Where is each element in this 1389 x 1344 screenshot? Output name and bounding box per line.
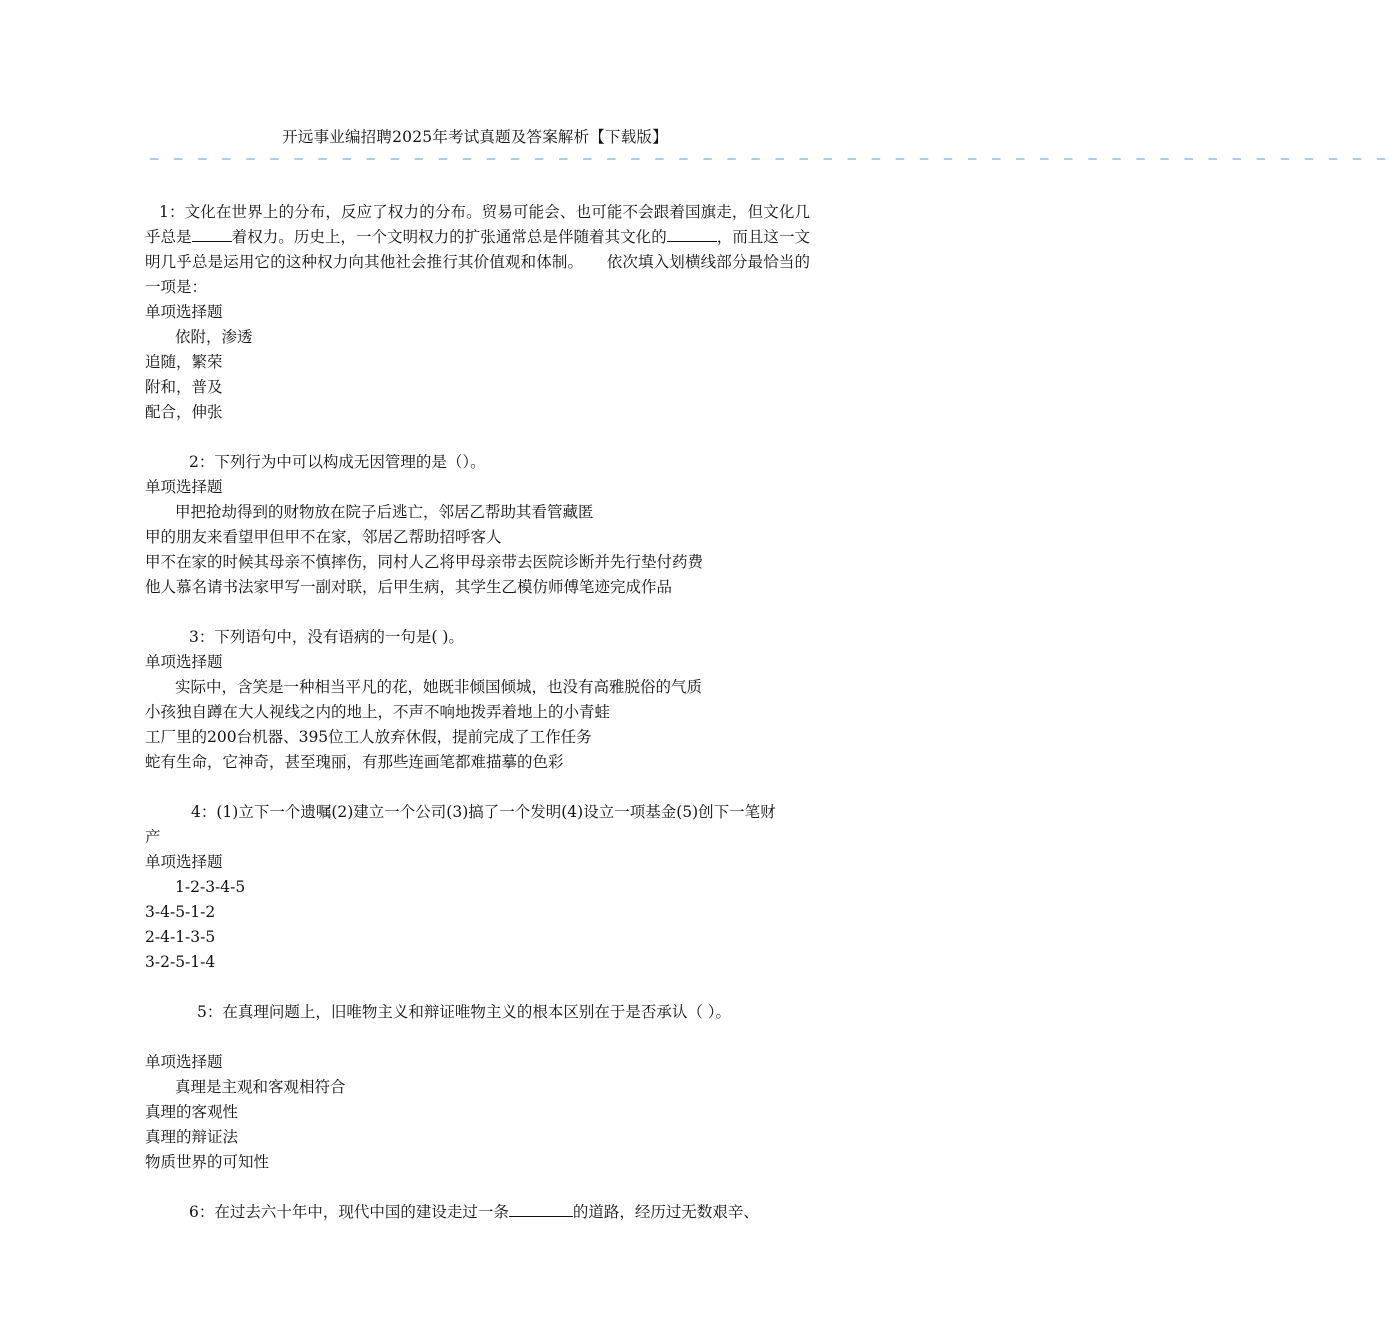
question-3-stem (145, 625, 810, 650)
question-4-type: 单项选择题 (145, 853, 223, 871)
spacer (145, 425, 810, 450)
question-1-option-d: 配合，伸张 (145, 403, 223, 421)
question-2-text: 下列行为中可以构成无因管理的是（）。 (214, 453, 486, 471)
question-3-option-d: 蛇有生命，它神奇，甚至瑰丽，有那些连画笔都难描摹的色彩 (145, 753, 564, 771)
question-2-option-d: 他人慕名请书法家甲写一副对联，后甲生病，其学生乙模仿师傅笔迹完成作品 (145, 578, 673, 596)
question-4-option-a: 1-2-3-4-5 (175, 878, 246, 896)
question-5-option-b: 真理的客观性 (145, 1103, 239, 1121)
question-4-option-b: 3-4-5-1-2 (145, 903, 216, 921)
question-4-text-line2: 产 (145, 828, 161, 846)
spacer (145, 975, 810, 1000)
question-1-option-a: 依附，渗透 (175, 328, 253, 346)
question-1-blank-1 (192, 226, 232, 242)
question-5-text: 在真理问题上，旧唯物主义和辩证唯物主义的根本区别在于是否承认（ ）。 (222, 1003, 732, 1021)
question-6-text-part1: 在过去六十年中，现代中国的建设走过一条 (214, 1203, 509, 1221)
question-6-number: 6： (189, 1203, 215, 1221)
spacer (145, 1025, 810, 1050)
question-1-stem (145, 200, 810, 300)
spacer (145, 1175, 810, 1200)
question-2-option-b: 甲的朋友来看望甲但甲不在家，邻居乙帮助招呼客人 (145, 528, 502, 546)
question-1-number: 1： (159, 203, 185, 221)
title-divider: — — — — — — — — — — — — — — — — — — — — — — — — — — — — — — — — — — — — — — — — — — — — — — — — — — — — (150, 151, 1389, 167)
question-5-type: 单项选择题 (145, 1053, 223, 1071)
question-4-text-line1: (1)立下一个遗嘱(2)建立一个公司(3)搞了一个发明(4)设立一项基金(5)创下一笔财 (216, 803, 776, 821)
question-2-option-c: 甲不在家的时候其母亲不慎摔伤，同村人乙将甲母亲带去医院诊断并先行垫付药费 (145, 553, 704, 571)
question-4-stem (145, 800, 810, 825)
question-2-type: 单项选择题 (145, 478, 223, 496)
question-2-option-a: 甲把抢劫得到的财物放在院子后逃亡，邻居乙帮助其看管藏匿 (175, 503, 594, 521)
question-4-number: 4： (191, 803, 217, 821)
question-1-type: 单项选择题 (145, 303, 223, 321)
question-1-stem-part2: 着权力。历史上，一个文明权力的扩张通常总是伴随着其文化的 (231, 228, 667, 246)
question-1-blank-2 (667, 226, 717, 242)
spacer (145, 775, 810, 800)
question-5-number: 5： (197, 1003, 223, 1021)
question-6-blank (509, 1201, 573, 1217)
question-5-option-c: 真理的辩证法 (145, 1128, 239, 1146)
question-1-option-c: 附和，普及 (145, 378, 223, 396)
spacer (145, 600, 810, 625)
question-1-option-b: 追随，繁荣 (145, 353, 223, 371)
question-3-option-c: 工厂里的200台机器、395位工人放弃休假，提前完成了工作任务 (145, 728, 592, 746)
question-4-option-d: 3-2-5-1-4 (145, 953, 216, 971)
question-6-text-part2: 的道路，经历过无数艰辛、 (572, 1203, 759, 1221)
question-2-stem (145, 450, 810, 475)
question-3-text: 下列语句中，没有语病的一句是( )。 (214, 628, 464, 646)
question-5-option-d: 物质世界的可知性 (145, 1153, 270, 1171)
question-1-stem-part3: ，而且这一文明几乎总是运用它的这种权力向其他社会推行其价值观和体制。 依次填入划横线部分最恰当的一项是： (145, 228, 810, 296)
document-title: 开远事业编招聘2025年考试真题及答案解析【下载版】 (282, 128, 668, 146)
question-4-option-c: 2-4-1-3-5 (145, 928, 216, 946)
question-3-option-a: 实际中，含笑是一种相当平凡的花，她既非倾国倾城，也没有高雅脱俗的气质 (175, 678, 703, 696)
question-3-number: 3： (189, 628, 215, 646)
question-2-number: 2： (189, 453, 215, 471)
question-3-option-b: 小孩独自蹲在大人视线之内的地上，不声不响地拨弄着地上的小青蛙 (145, 703, 611, 721)
question-5-option-a: 真理是主观和客观相符合 (175, 1078, 346, 1096)
document-body (145, 200, 810, 1225)
question-1-stem-part1: 文化在世界上的分布，反应了权力的分布。贸易可能会、也可能不会跟着国旗走，但文化几乎总是 (145, 203, 810, 246)
question-5-stem (145, 1000, 810, 1025)
question-6-stem (145, 1200, 810, 1225)
question-3-type: 单项选择题 (145, 653, 223, 671)
